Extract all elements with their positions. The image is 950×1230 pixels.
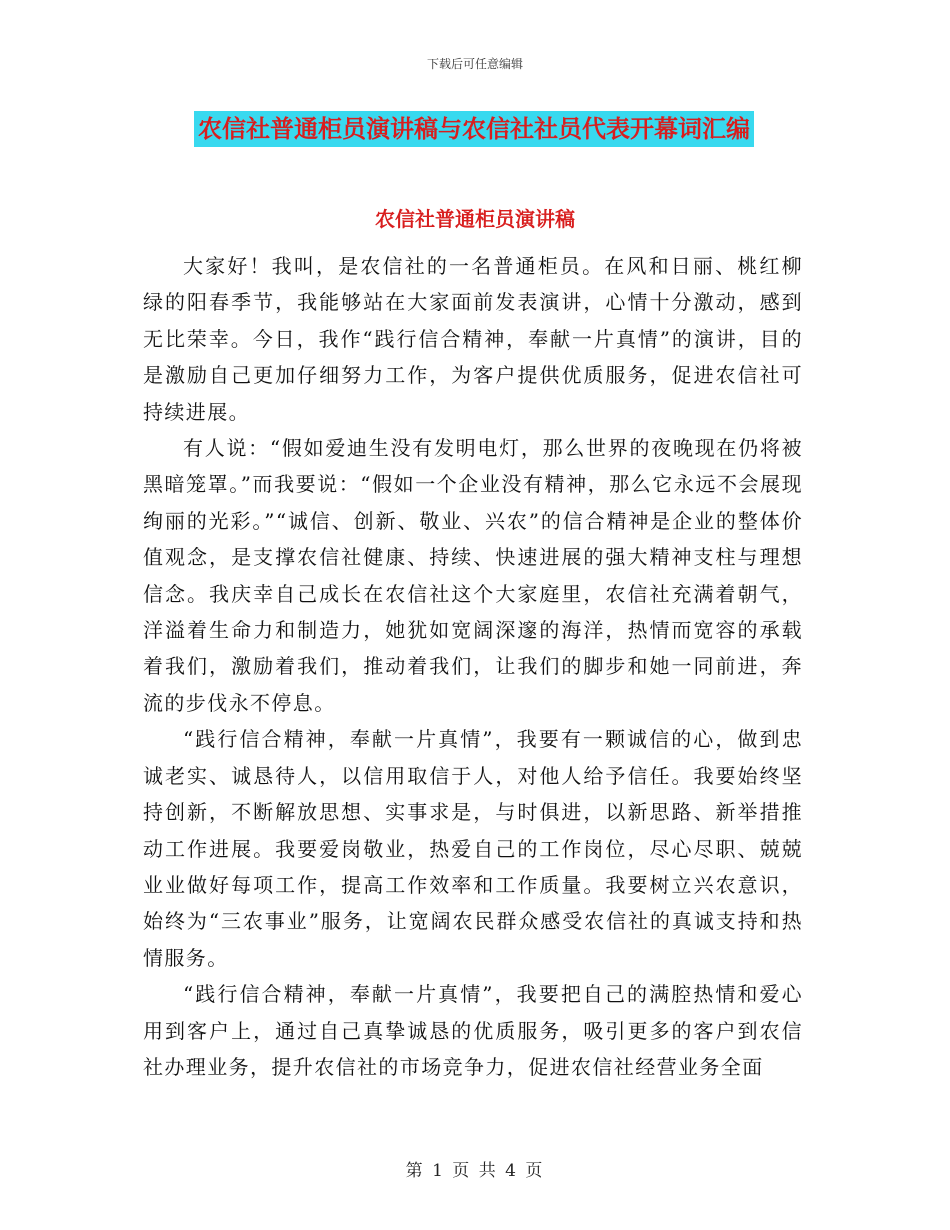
section-title: 农信社普通柜员演讲稿 bbox=[375, 207, 575, 231]
page-number-footer: 第 1 页 共 4 页 bbox=[405, 1161, 545, 1181]
paragraph: 大家好！我叫，是农信社的一名普通柜员。在风和日丽、桃红柳绿的阳春季节，我能够站在大家面前发表演讲，心情十分激动，感到无比荣幸。今日，我作“践行信合精神，奉献一片真情”的演讲，目的是激励自己更加仔细努力工作，为客户提供优质服务，促进农信社可持续进展。 bbox=[143, 254, 803, 424]
paragraph: “践行信合精神，奉献一片真情”，我要有一颗诚信的心，做到忠诚老实、诚恳待人，以信用取信于人，对他人给予信任。我要始终坚持创新，不断解放思想、实事求是，与时俱进，以新思路、新举措推动工作进展。我要爱岗敬业，热爱自己的工作岗位，尽心尽职、兢兢业业做好每项工作，提高工作效率和工作质量。我要树立兴农意识，始终为“三农事业”服务，让宽阔农民群众感受农信社的真诚支持和热情服务。 bbox=[143, 727, 803, 970]
paragraph: “践行信合精神，奉献一片真情”，我要把自己的满腔热情和爱心用到客户上，通过自己真挚诚恳的优质服务，吸引更多的客户到农信社办理业务，提升农信社的市场竞争力，促进农信社经营业务全面 bbox=[143, 982, 803, 1079]
paragraph: 有人说：“假如爱迪生没有发明电灯，那么世界的夜晚现在仍将被黑暗笼罩。”而我要说：“假如一个企业没有精神，那么它永远不会展现绚丽的光彩。”“诚信、创新、敬业、兴农”的信合精神是企业的整体价值观念，是支撑农信社健康、持续、快速进展的强大精神支柱与理想信念。我庆幸自己成长在农信社这个大家庭里，农信社充满着朝气，洋溢着生命力和制造力，她犹如宽阔深邃的海洋，热情而宽容的承载着我们，激励着我们，推动着我们，让我们的脚步和她一同前进，奔流的步伐永不停息。 bbox=[143, 436, 803, 715]
header-note: 下载后可任意编辑 bbox=[426, 57, 523, 71]
body-text bbox=[143, 248, 803, 1085]
document-title: 农信社普通柜员演讲稿与农信社社员代表开幕词汇编 bbox=[194, 111, 754, 147]
